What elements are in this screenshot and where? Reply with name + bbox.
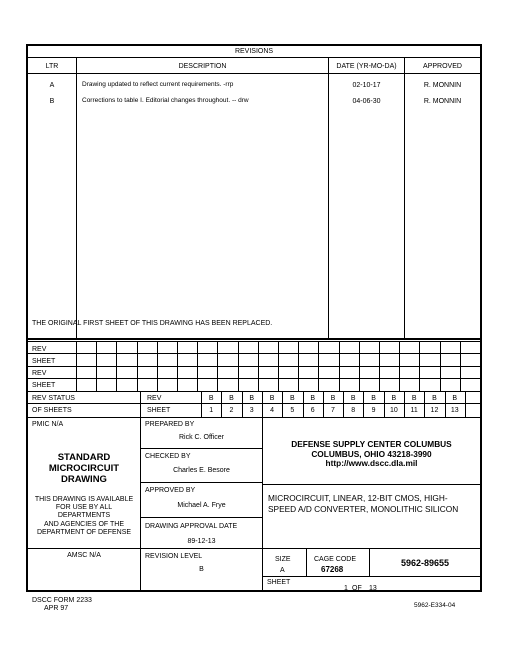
- sheet-number-cell: 5: [290, 407, 295, 414]
- grid-label-rev-status: REV STATUS: [32, 395, 75, 402]
- rev-status-cell: B: [432, 395, 437, 402]
- drawing-number: 5962-89655: [400, 558, 450, 568]
- grid-col-line: [339, 341, 340, 391]
- pmic: PMIC N/A: [32, 421, 64, 428]
- grid-label-sheet-short: SHEET: [147, 407, 171, 414]
- revision-date: 04-06-30: [352, 98, 381, 105]
- rev-status-cell: B: [249, 395, 255, 402]
- approval-date-label: DRAWING APPROVAL DATE: [145, 523, 238, 530]
- sheet-number-cell: 3: [249, 407, 254, 414]
- form-date: APR 97: [44, 605, 69, 612]
- grid-col-line: [96, 341, 97, 391]
- availability-note: THIS DRAWING IS AVAILABLE FOR USE BY ALL DEPARTMENTS AND AGENCIES OF THE DEPARTMENT OF DEFENSE: [34, 496, 134, 536]
- grid-col-line: [177, 341, 178, 391]
- sheet-current: 1: [344, 585, 348, 592]
- grid-row-line: [28, 403, 480, 404]
- col-header-description: DESCRIPTION: [178, 63, 227, 70]
- grid-col-line: [440, 341, 441, 391]
- rev-status-cell: B: [452, 395, 458, 402]
- revision-description: Drawing updated to reflect current requirements. -rrp: [82, 81, 234, 88]
- col-header-date: DATE (YR-MO-DA): [336, 63, 397, 70]
- prepared-by-name: Rick C. Officer: [179, 434, 224, 441]
- rev-status-cell: B: [391, 395, 397, 402]
- grid-col-line: [298, 341, 299, 391]
- size-value: A: [280, 567, 285, 574]
- sheet-number-cell: 1: [209, 407, 214, 414]
- grid-col-line: [379, 341, 380, 391]
- size-label: SIZE: [275, 556, 291, 563]
- rev-status-cell: B: [269, 395, 275, 402]
- grid-col-line: [399, 341, 400, 391]
- revision-description: Corrections to table I. Editorial changes throughout. -- drw: [82, 97, 249, 104]
- grid-label-rev: REV: [32, 370, 47, 377]
- grid-col-line: [140, 391, 141, 417]
- checked-by-name: Charles E. Besore: [173, 467, 230, 474]
- approval-date-value: 89-12-13: [187, 538, 216, 545]
- sheet-number-cell: 9: [371, 407, 376, 414]
- grid-col-line: [238, 341, 239, 391]
- sheet-number-cell: 13: [450, 407, 459, 414]
- grid-col-line: [116, 341, 117, 391]
- grid-col-line: [318, 341, 319, 391]
- grid-col-line: [419, 341, 420, 391]
- amsc: AMSC N/A: [67, 552, 101, 559]
- grid-label-rev: REV: [32, 346, 47, 353]
- revisions-title: REVISIONS: [234, 48, 274, 55]
- grid-col-line: [278, 341, 279, 391]
- grid-col-line: [465, 391, 466, 417]
- sheet-of: OF: [352, 585, 362, 592]
- approved-by-label: APPROVED BY: [145, 487, 196, 494]
- rev-status-cell: B: [371, 395, 376, 402]
- grid-col-line: [197, 341, 198, 391]
- sheet-total: 13: [369, 585, 377, 592]
- revision-ltr: A: [49, 82, 55, 89]
- grid-label-sheet: SHEET: [32, 358, 56, 365]
- rev-status-cell: B: [229, 395, 234, 402]
- col-header-ltr: LTR: [45, 63, 59, 70]
- rev-status-cell: B: [411, 395, 417, 402]
- sheet-number-cell: 10: [389, 407, 398, 414]
- sheet-number-cell: 11: [410, 407, 418, 414]
- grid-col-line: [359, 341, 360, 391]
- rev-status-cell: B: [208, 395, 214, 402]
- document-code: 5962-E334-04: [414, 602, 456, 609]
- rev-status-cell: B: [310, 395, 315, 402]
- col-header-approved: APPROVED: [423, 63, 462, 70]
- grid-col-line: [480, 341, 481, 391]
- grid-label-sheet: SHEET: [32, 382, 56, 389]
- grid-col-line: [157, 341, 158, 391]
- revision-date: 02-10-17: [352, 82, 381, 89]
- checked-by-label: CHECKED BY: [145, 453, 191, 460]
- approved-by-name: Michael A. Frye: [177, 502, 226, 509]
- sheet-number-cell: 7: [330, 407, 335, 414]
- revision-approved: R. MONNIN: [423, 98, 462, 105]
- sheet-number-cell: 8: [351, 407, 356, 414]
- form-number: DSCC FORM 2233: [32, 597, 92, 604]
- revision-level-value: B: [199, 566, 204, 573]
- grid-col-line: [137, 341, 138, 391]
- grid-col-line: [258, 341, 259, 391]
- sheet-number-cell: 6: [310, 407, 315, 414]
- grid-col-line: [217, 341, 218, 391]
- revision-ltr: B: [49, 98, 55, 105]
- sheet-number-cell: 2: [229, 407, 234, 414]
- replaced-note: THE ORIGINAL FIRST SHEET OF THIS DRAWING HAS BEEN REPLACED.: [32, 320, 273, 327]
- grid-col-line: [76, 341, 77, 391]
- cage-code-label: CAGE CODE: [314, 556, 357, 563]
- sheet-number-cell: 4: [270, 407, 274, 414]
- rev-status-cell: B: [330, 395, 336, 402]
- revision-level-label: REVISION LEVEL: [145, 553, 203, 560]
- standard-title: STANDARD MICROCIRCUIT DRAWING: [48, 452, 120, 485]
- prepared-by-label: PREPARED BY: [145, 421, 195, 428]
- grid-col-line: [460, 341, 461, 391]
- sheet-number-cell: 12: [430, 407, 439, 414]
- grid-label-of-sheets: OF SHEETS: [32, 407, 72, 414]
- sheet-label: SHEET: [267, 579, 291, 586]
- rev-status-cell: B: [290, 395, 295, 402]
- dscc-address: DEFENSE SUPPLY CENTER COLUMBUS COLUMBUS, OHIO 43218-3990 http://www.dscc.dla.mil: [291, 439, 452, 469]
- revision-approved: R. MONNIN: [423, 82, 462, 89]
- rev-status-cell: B: [350, 395, 356, 402]
- grid-row-line: [28, 391, 480, 392]
- device-title: MICROCIRCUIT, LINEAR, 12-BIT CMOS, HIGH- SPEED A/D CONVERTER, MONOLITHIC SILICON: [268, 493, 459, 514]
- grid-label-rev-short: REV: [147, 395, 162, 402]
- cage-code-value: 67268: [321, 565, 344, 574]
